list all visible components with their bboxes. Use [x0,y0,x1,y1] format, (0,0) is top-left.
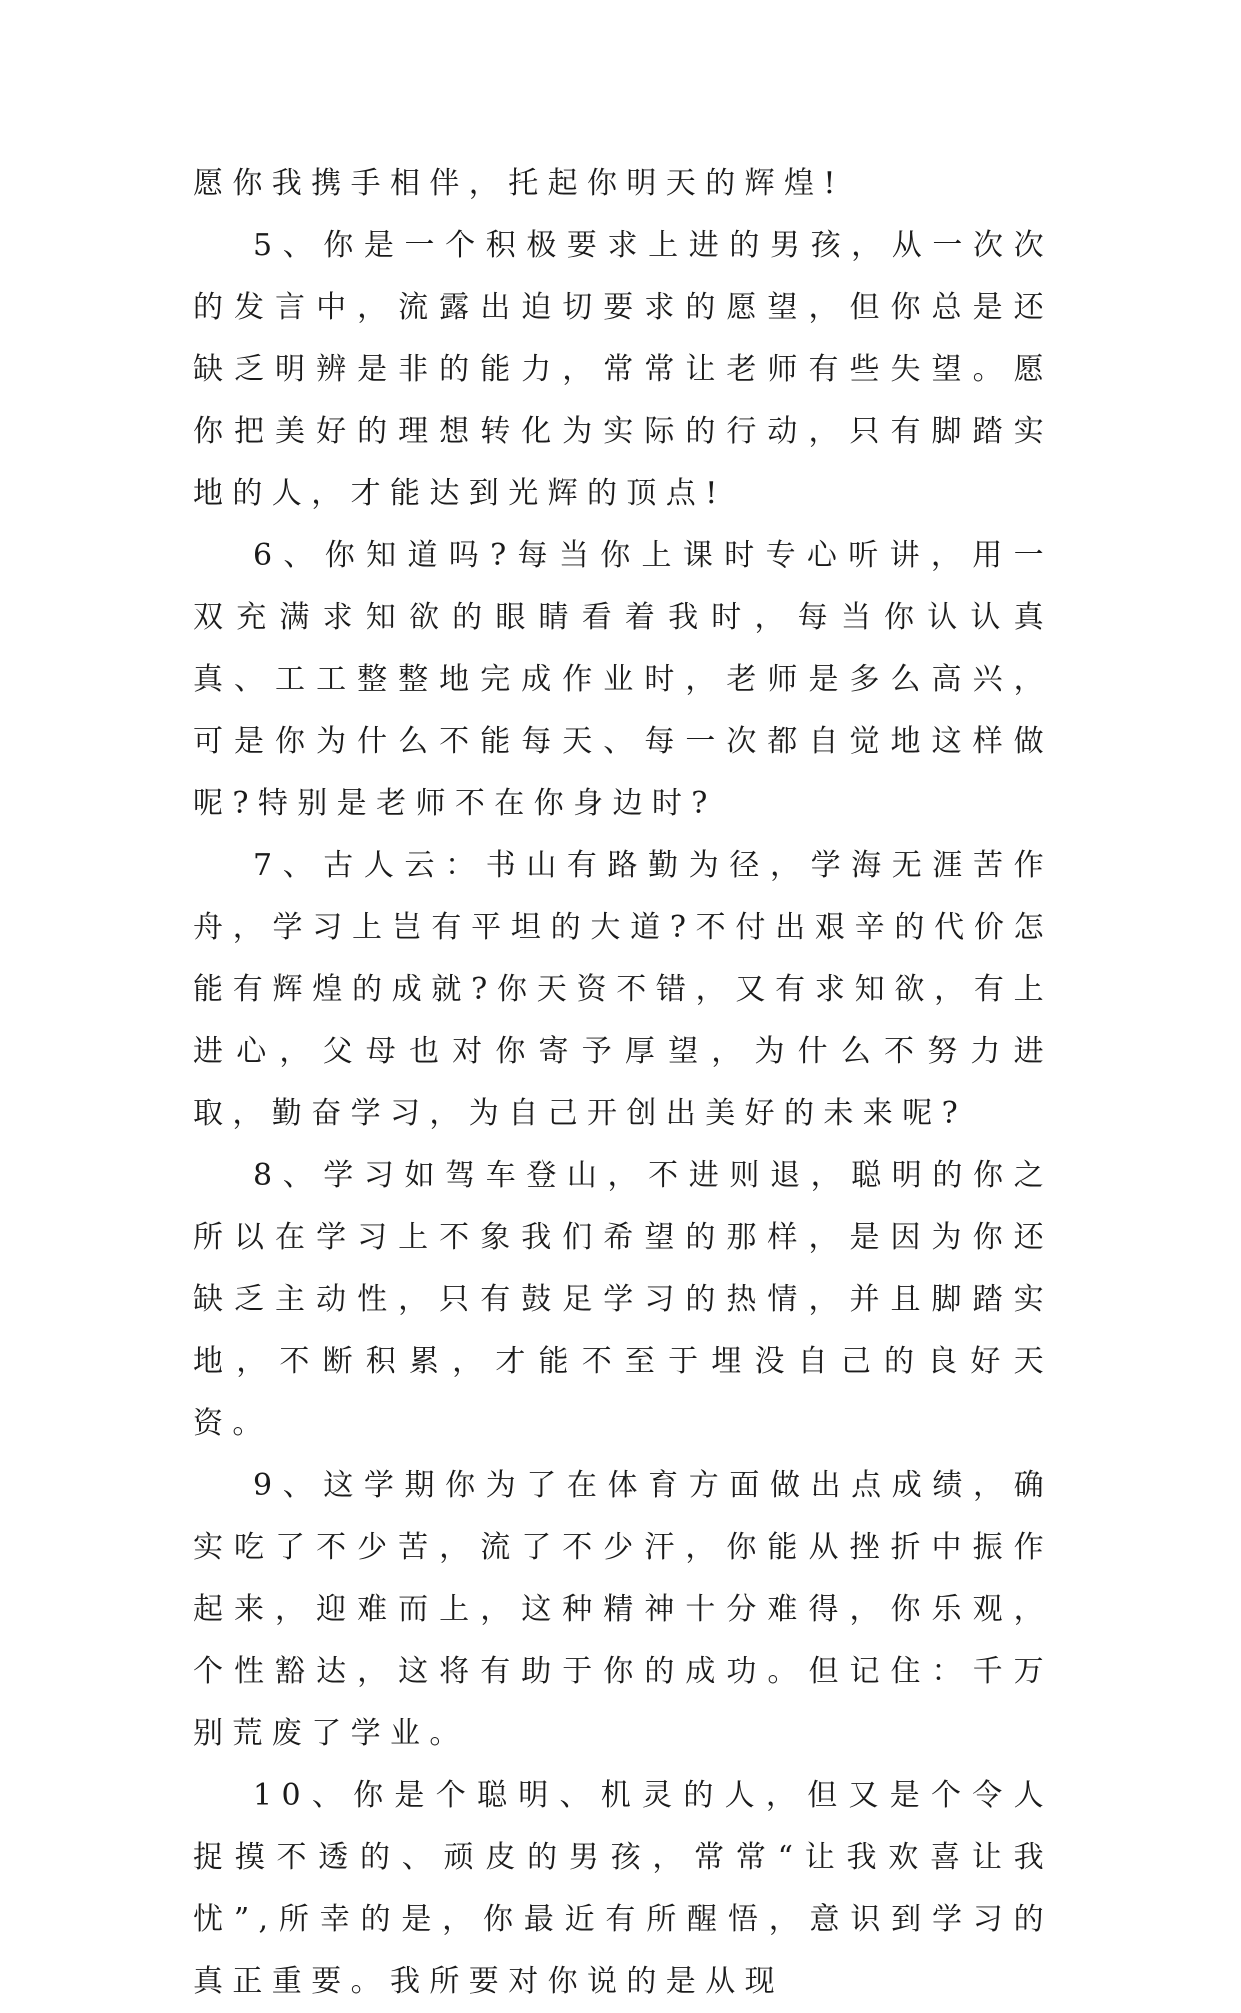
paragraph-item-6: 6、你知道吗?每当你上课时专心听讲，用一双充满求知欲的眼睛看着我时，每当你认认真真、工工整整地完成作业时，老师是多么高兴，可是你为什么不能每天、每一次都自觉地这样做呢?特别是老师不在你身边时? [193,538,1053,821]
paragraph-item-10: 10、你是个聪明、机灵的人，但又是个令人捉摸不透的、顽皮的男孩，常常“让我欢喜让我忧”,所幸的是，你最近有所醒悟，意识到学习的真正重要。我所要对你说的是从现 [193,1778,1053,1999]
body-text [193,153,1053,2013]
paragraph-item-9: 9、这学期你为了在体育方面做出点成绩，确实吃了不少苦，流了不少汗，你能从挫折中振作起来，迎难而上，这种精神十分难得，你乐观，个性豁达，这将有助于你的成功。但记住：千万别荒废了学业。 [193,1468,1053,1751]
paragraph-continuation: 愿你我携手相伴，托起你明天的辉煌! [193,166,845,201]
paragraph-item-7: 7、古人云：书山有路勤为径，学海无涯苦作舟，学习上岂有平坦的大道?不付出艰辛的代价怎能有辉煌的成就?你天资不错，又有求知欲，有上进心，父母也对你寄予厚望，为什么不努力进取，勤奋学习，为自己开创出美好的未来呢? [193,848,1053,1131]
paragraph-item-8: 8、学习如驾车登山，不进则退，聪明的你之所以在学习上不象我们希望的那样，是因为你还缺乏主动性，只有鼓足学习的热情，并且脚踏实地，不断积累，才能不至于埋没自己的良好天资。 [193,1158,1053,1441]
paragraph-item-5: 5、你是一个积极要求上进的男孩，从一次次的发言中，流露出迫切要求的愿望，但你总是还缺乏明辨是非的能力，常常让老师有些失望。愿你把美好的理想转化为实际的行动，只有脚踏实地的人，才能达到光辉的顶点! [193,228,1053,511]
